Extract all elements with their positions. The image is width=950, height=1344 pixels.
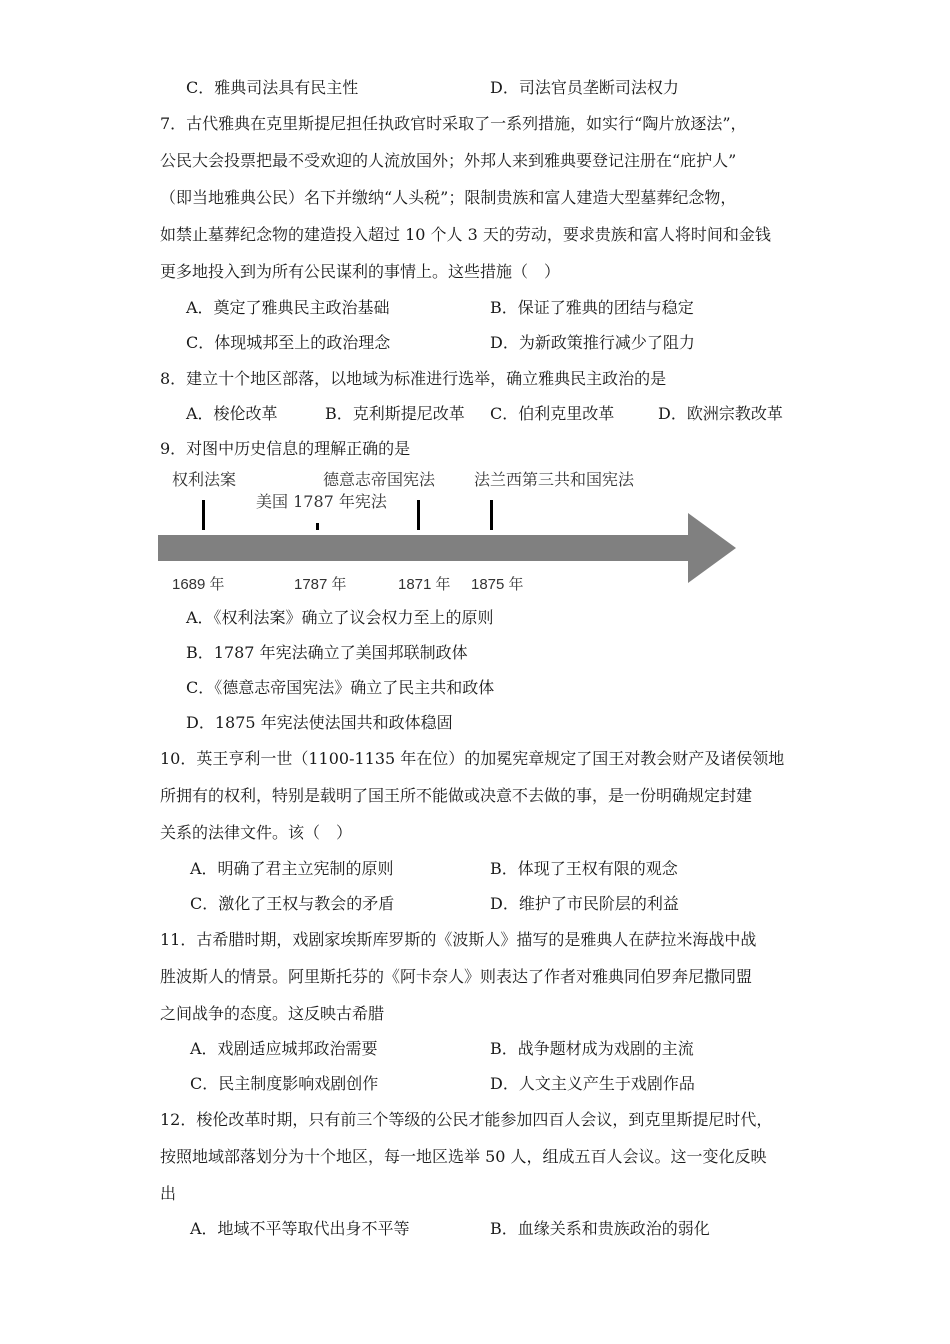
q9-option-a[interactable]: A．《权利法案》确立了议会权力至上的原则 <box>186 608 494 627</box>
q10-option-c[interactable]: C．激化了王权与教会的矛盾 <box>190 894 395 913</box>
q8-option-d[interactable]: D．欧洲宗教改革 <box>658 404 783 423</box>
q9-option-c[interactable]: C．《德意志帝国宪法》确立了民主共和政体 <box>186 678 495 697</box>
q7-stem-line: 如禁止墓葬纪念物的建造投入超过 10 个人 3 天的劳动，要求贵族和富人将时间和金钱 <box>160 225 771 244</box>
q11-option-b[interactable]: B．战争题材成为戏剧的主流 <box>490 1039 694 1058</box>
q10-stem-line: 10．英王亨利一世（1100-1135 年在位）的加冕宪章规定了国王对教会财产及诸侯领地 <box>160 749 785 768</box>
q6-option-c[interactable]: C．雅典司法具有民主性 <box>186 78 359 97</box>
timeline-label-french-constitution: 法兰西第三共和国宪法 <box>474 470 635 489</box>
q6-option-d[interactable]: D．司法官员垄断司法权力 <box>490 78 679 97</box>
q11-option-d[interactable]: D．人文主义产生于戏剧作品 <box>490 1074 695 1093</box>
timeline-label-german-constitution: 德意志帝国宪法 <box>323 470 436 489</box>
q10-option-a[interactable]: A．明确了君主立宪制的原则 <box>190 859 394 878</box>
q7-option-b[interactable]: B．保证了雅典的团结与稳定 <box>490 298 694 317</box>
timeline-label-bill-of-rights: 权利法案 <box>172 470 237 489</box>
q10-stem-line: 关系的法律文件。该（ ） <box>160 823 353 842</box>
q7-stem-line: 7．古代雅典在克里斯提尼担任执政官时采取了一系列措施，如实行“陶片放逐法”， <box>160 114 747 133</box>
q7-option-c[interactable]: C．体现城邦至上的政治理念 <box>186 333 391 352</box>
timeline-label-us-constitution: 美国 1787 年宪法 <box>256 492 387 511</box>
q12-stem-line: 按照地域部落划分为十个地区，每一地区选举 50 人，组成五百人会议。这一变化反映 <box>160 1147 767 1166</box>
timeline-year-1787: 1787 年 <box>294 576 347 593</box>
q12-stem-line: 12．梭伦改革时期，只有前三个等级的公民才能参加四百人会议，到克里斯提尼时代， <box>160 1110 773 1129</box>
q8-option-a[interactable]: A．梭伦改革 <box>186 404 278 423</box>
q11-option-c[interactable]: C．民主制度影响戏剧创作 <box>190 1074 379 1093</box>
q10-stem-line: 所拥有的权利，特别是载明了国王所不能做或决意不去做的事，是一份明确规定封建 <box>160 786 753 805</box>
q7-stem-line: （即当地雅典公民）名下并缴纳“人头税”；限制贵族和富人建造大型墓葬纪念物， <box>160 188 737 207</box>
q8-option-b[interactable]: B．克利斯提尼改革 <box>325 404 465 423</box>
q7-stem-line: 公民大会投票把最不受欢迎的人流放国外；外邦人来到雅典要登记注册在“庇护人” <box>160 151 737 170</box>
timeline-year-1689: 1689 年 <box>172 576 225 593</box>
q11-stem-line: 胜波斯人的情景。阿里斯托芬的《阿卡奈人》则表达了作者对雅典同伯罗奔尼撒同盟 <box>160 967 753 986</box>
q7-option-d[interactable]: D．为新政策推行减少了阻力 <box>490 333 695 352</box>
q11-stem-line: 11．古希腊时期，戏剧家埃斯库罗斯的《波斯人》描写的是雅典人在萨拉米海战中战 <box>160 930 757 949</box>
q9-option-b[interactable]: B．1787 年宪法确立了美国邦联制政体 <box>186 643 468 662</box>
q7-option-a[interactable]: A．奠定了雅典民主政治基础 <box>186 298 390 317</box>
q7-stem-line: 更多地投入到为所有公民谋利的事情上。这些措施（ ） <box>160 262 561 281</box>
q8-option-c[interactable]: C．伯利克里改革 <box>490 404 615 423</box>
timeline-year-1875: 1875 年 <box>471 576 524 593</box>
q9-stem: 9．对图中历史信息的理解正确的是 <box>160 439 411 458</box>
q12-stem-line: 出 <box>160 1184 177 1203</box>
q10-option-b[interactable]: B．体现了王权有限的观念 <box>490 859 678 878</box>
q12-option-b[interactable]: B．血缘关系和贵族政治的弱化 <box>490 1219 710 1238</box>
q11-option-a[interactable]: A．戏剧适应城邦政治需要 <box>190 1039 378 1058</box>
q8-stem: 8．建立十个地区部落，以地域为标准进行选举，确立雅典民主政治的是 <box>160 369 667 388</box>
q10-option-d[interactable]: D．维护了市民阶层的利益 <box>490 894 679 913</box>
q9-option-d[interactable]: D．1875 年宪法使法国共和政体稳固 <box>186 713 453 732</box>
timeline-year-1871: 1871 年 <box>398 576 451 593</box>
q12-option-a[interactable]: A．地域不平等取代出身不平等 <box>190 1219 410 1238</box>
q11-stem-line: 之间战争的态度。这反映古希腊 <box>160 1004 385 1023</box>
